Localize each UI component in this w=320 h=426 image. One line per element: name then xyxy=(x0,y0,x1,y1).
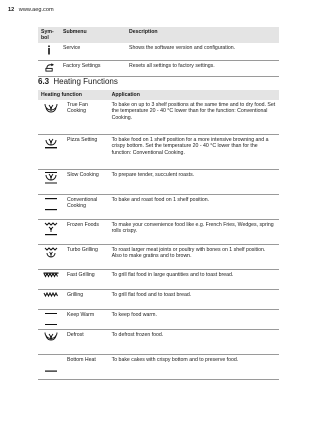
submenu-table-header xyxy=(38,27,279,43)
application-cell: To bake and roast food on 1 shelf position. xyxy=(109,195,279,220)
function-name-cell: Defrost xyxy=(64,330,109,355)
function-name-cell: Grilling xyxy=(64,290,109,310)
section-heading xyxy=(38,77,118,86)
table-row xyxy=(38,170,279,195)
application-cell: To make your convenience food like e.g. French Fries, Wedges, spring rolls crispy. xyxy=(109,220,279,245)
keep-warm-icon xyxy=(38,310,64,330)
frozen-foods-icon xyxy=(38,220,64,245)
submenu-column-header: Submenu xyxy=(60,27,126,43)
conventional-cooking-icon xyxy=(38,195,64,220)
application-cell: To bake food on 1 shelf position for a more intensive browning and a crispy bottom. Set the temperature 20 - 40 °C lower than for the function: Conventional Cooking. xyxy=(109,135,279,170)
section-title: Heating Functions xyxy=(53,77,118,86)
site-url: www.aeg.com xyxy=(18,7,54,13)
function-name-cell: Slow Cooking xyxy=(64,170,109,195)
application-cell: To bake cakes with crispy bottom and to preserve food. xyxy=(109,355,279,380)
table-row xyxy=(38,290,279,310)
function-name-cell: Pizza Setting xyxy=(64,135,109,170)
table-row xyxy=(38,220,279,245)
application-cell: To grill flat food and to toast bread. xyxy=(109,290,279,310)
slow-cooking-icon xyxy=(38,170,64,195)
description-cell: Resets all settings to factory settings. xyxy=(126,60,279,76)
function-name-cell: True Fan Cooking xyxy=(64,100,109,135)
table-row xyxy=(38,245,279,270)
section-number: 6.3 xyxy=(38,77,50,86)
turbo-grilling-icon xyxy=(38,245,64,270)
application-cell: To defrost frozen food. xyxy=(109,330,279,355)
page-number: 12 xyxy=(8,7,15,13)
application-cell: To grill flat food in large quantities and to toast bread. xyxy=(109,270,279,290)
application-column-header: Application xyxy=(109,90,279,100)
table-row xyxy=(38,135,279,170)
function-name-cell: Fast Grilling xyxy=(64,270,109,290)
description-column-header: Description xyxy=(126,27,279,43)
page-header xyxy=(8,7,54,13)
application-cell: To bake on up to 3 shelf positions at the same time and to dry food. Set the temperature 20 - 40 °C lower than for the function: Conventional Cooking. xyxy=(109,100,279,135)
table-row xyxy=(38,43,279,60)
table-row xyxy=(38,195,279,220)
true-fan-cooking-icon xyxy=(38,100,64,135)
application-cell: To prepare tender, succulent roasts. xyxy=(109,170,279,195)
pizza-setting-icon xyxy=(38,135,64,170)
heating-functions-table xyxy=(38,90,279,380)
submenu-cell: Factory Settings xyxy=(60,60,126,76)
function-name-cell: Turbo Grilling xyxy=(64,245,109,270)
info-icon xyxy=(38,43,60,60)
factory-reset-icon xyxy=(38,60,60,76)
function-name-cell: Conventional Cooking xyxy=(64,195,109,220)
application-cell: To roast larger meat joints or poultry with bones on 1 shelf position. Also to make gratins and to brown. xyxy=(109,245,279,270)
heating-function-column-header: Heating function xyxy=(38,90,109,100)
heating-table-header xyxy=(38,90,279,100)
function-name-cell: Bottom Heat xyxy=(64,355,109,380)
fast-grilling-icon xyxy=(38,270,64,290)
submenu-cell: Service xyxy=(60,43,126,60)
description-cell: Shows the software version and configuration. xyxy=(126,43,279,60)
submenu-table xyxy=(38,27,279,77)
application-cell: To keep food warm. xyxy=(109,310,279,330)
defrost-icon xyxy=(38,330,64,355)
table-row xyxy=(38,270,279,290)
symbol-column-header: Sym- bol xyxy=(38,27,60,43)
table-row xyxy=(38,330,279,355)
table-row xyxy=(38,60,279,76)
table-row xyxy=(38,310,279,330)
table-row xyxy=(38,100,279,135)
table-row xyxy=(38,355,279,380)
function-name-cell: Frozen Foods xyxy=(64,220,109,245)
bottom-heat-icon xyxy=(38,355,64,380)
function-name-cell: Keep Warm xyxy=(64,310,109,330)
grilling-icon xyxy=(38,290,64,310)
